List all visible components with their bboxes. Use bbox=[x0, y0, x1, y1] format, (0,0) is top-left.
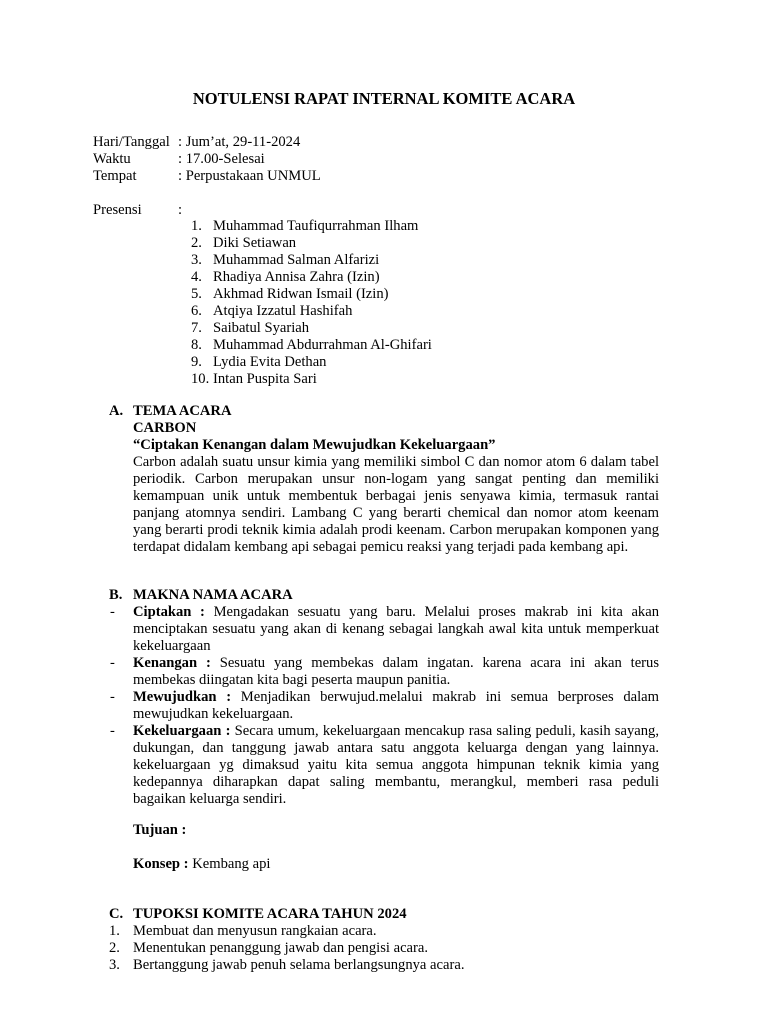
definition: Secara umum, kekeluargaan mencakup rasa saling peduli, kasih sayang, dukungan, dan tanggung jawab antara satu anggota keluarga dengan yang lainnya. kekeluargaan yg dimaksud yaitu kita semua anggota himpunan teknik kimia yang kedepannya diharapkan dapat saling membantu, merangkul, memberi rasa peduli bagaikan keluarga sendiri. bbox=[133, 723, 659, 807]
list-item bbox=[133, 655, 659, 689]
konsep-value: Kembang api bbox=[192, 856, 271, 872]
section-c-letter: C. bbox=[109, 906, 124, 922]
term: Kenangan : bbox=[133, 655, 211, 671]
konsep-label: Konsep : bbox=[133, 856, 189, 872]
list-item bbox=[133, 723, 659, 808]
section-a-paragraph: Carbon adalah suatu unsur kimia yang memiliki simbol C dan nomor atom 6 dalam tabel periodik. Carbon merupakan unsur non-logam yang sangat penting dan memiliki kemampuan unik untuk membentuk berbagai jenis senyawa kimia, termasuk rantai panjang atomnya sendiri. Lambang C yang berarti chemical dan nomor atom keenam yang berarti prodi teknik kimia adalah prodi keenam. Carbon merupakan komponen yang terdapat didalam kembang api sebagai pemicu reaksi yang terjadi pada kembang api. bbox=[133, 454, 659, 555]
list-item: 9. Lydia Evita Dethan bbox=[191, 354, 327, 370]
list-item: 1. Membuat dan menyusun rangkaian acara. bbox=[109, 923, 377, 939]
meta-label-attendance: Presensi bbox=[93, 202, 142, 218]
list-item: 2. Diki Setiawan bbox=[191, 235, 297, 251]
list-item: 10. Intan Puspita Sari bbox=[191, 371, 317, 387]
term: Kekeluargaan : bbox=[133, 723, 231, 739]
list-item: 2. Menentukan penanggung jawab dan pengisi acara. bbox=[109, 940, 429, 956]
attendee-list bbox=[191, 218, 432, 388]
list-item: 1. Muhammad Taufiqurrahman Ilham bbox=[191, 218, 419, 234]
meta-label-date: Hari/Tanggal bbox=[93, 134, 170, 150]
section-b-letter: B. bbox=[109, 587, 123, 603]
section-a-heading: TEMA ACARA bbox=[133, 403, 232, 419]
bullet: - bbox=[110, 689, 115, 705]
term: Mewujudkan : bbox=[133, 689, 232, 705]
section-a-letter: A. bbox=[109, 403, 124, 419]
bullet: - bbox=[110, 604, 115, 620]
section-c-heading: TUPOKSI KOMITE ACARA TAHUN 2024 bbox=[133, 906, 407, 922]
bullet: - bbox=[110, 723, 115, 739]
list-item bbox=[133, 604, 659, 655]
meta-value-attendance: : bbox=[178, 202, 183, 218]
section-a-quote: “Ciptakan Kenangan dalam Mewujudkan Kekeluargaan” bbox=[133, 437, 496, 453]
list-item bbox=[133, 689, 659, 723]
list-item: 3. Muhammad Salman Alfarizi bbox=[191, 252, 380, 268]
list-item: 4. Rhadiya Annisa Zahra (Izin) bbox=[191, 269, 380, 285]
tujuan-label: Tujuan : bbox=[133, 822, 187, 838]
section-b-heading: MAKNA NAMA ACARA bbox=[133, 587, 293, 603]
konsep-line bbox=[133, 856, 270, 873]
list-item: 3. Bertanggung jawab penuh selama berlangsungnya acara. bbox=[109, 957, 465, 973]
meta-value-date: : Jum’at, 29-11-2024 bbox=[178, 134, 301, 150]
definition: Sesuatu yang membekas dalam ingatan. karena acara ini akan terus membekas diingatan kita bagi peserta maupun panitia. bbox=[133, 655, 660, 688]
list-item: 6. Atqiya Izzatul Hashifah bbox=[191, 303, 353, 319]
definition: Menjadikan berwujud.melalui makrab ini semua berproses dalam mewujudkan kekeluargaan. bbox=[133, 689, 659, 722]
meta-label-time: Waktu bbox=[93, 151, 131, 167]
term: Ciptakan : bbox=[133, 604, 205, 620]
meta-value-place: : Perpustakaan UNMUL bbox=[178, 168, 321, 184]
meta-value-time: : 17.00-Selesai bbox=[178, 151, 265, 167]
list-item: 7. Saibatul Syariah bbox=[191, 320, 310, 336]
bullet: - bbox=[110, 655, 115, 671]
page-title: NOTULENSI RAPAT INTERNAL KOMITE ACARA bbox=[192, 89, 576, 108]
list-item: 5. Akhmad Ridwan Ismail (Izin) bbox=[191, 286, 389, 302]
list-item: 8. Muhammad Abdurrahman Al-Ghifari bbox=[191, 337, 432, 353]
meta-label-place: Tempat bbox=[93, 168, 137, 184]
section-a-subheading: CARBON bbox=[133, 420, 197, 436]
definition: Mengadakan sesuatu yang baru. Melalui proses makrab ini kita akan menciptakan sesuatu yang akan di kenang sebagai langkah awal kita untuk memperkuat kekeluargaan bbox=[133, 604, 659, 654]
